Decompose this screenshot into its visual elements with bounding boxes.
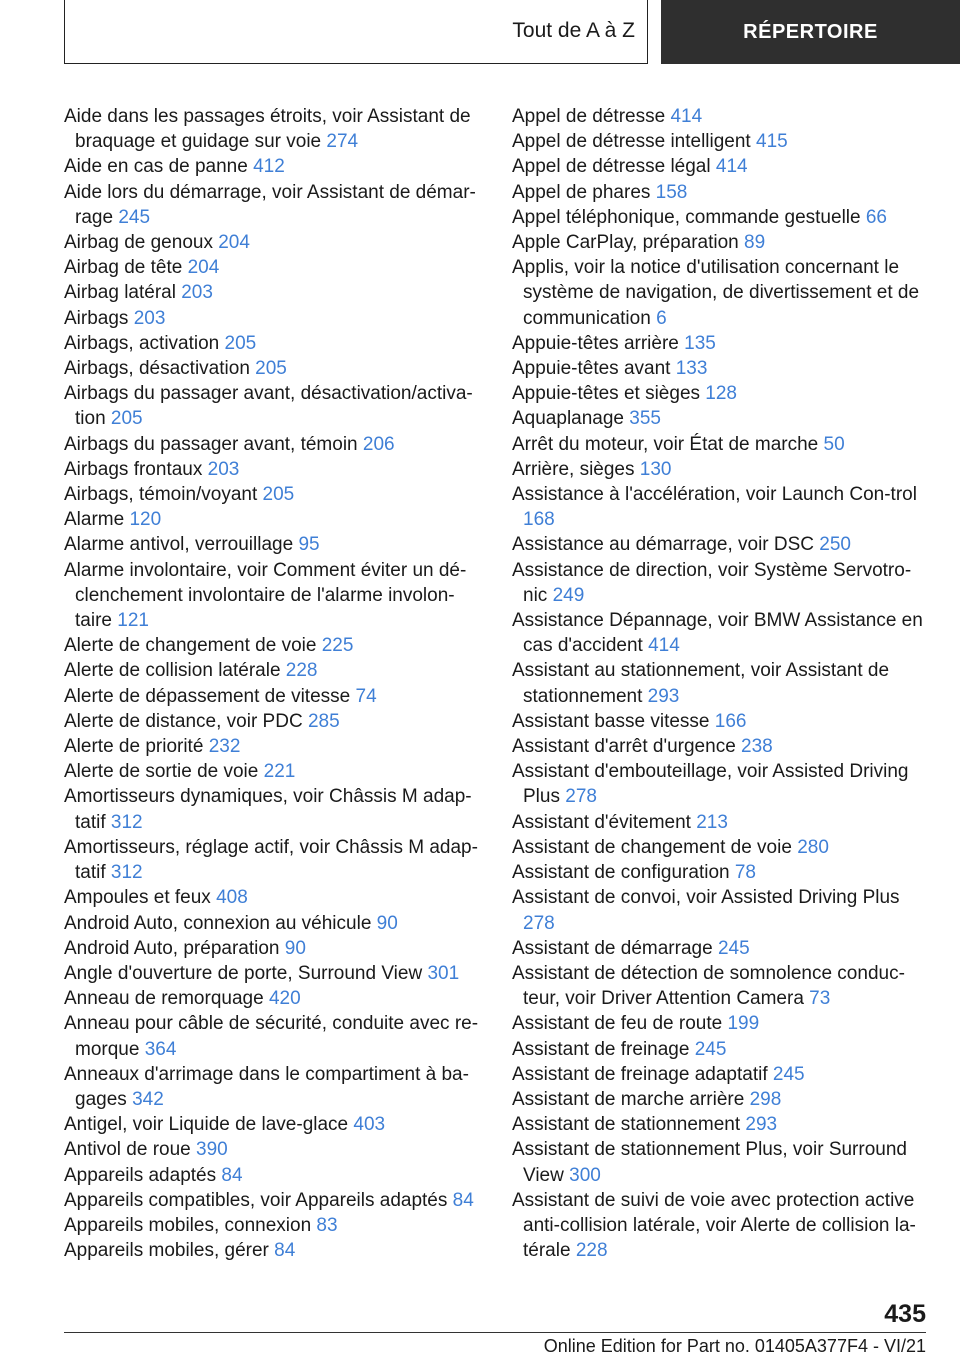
index-entry (512, 356, 930, 381)
index-entry-text: Android Auto, préparation (64, 937, 280, 959)
index-entry-text: Assistant au stationnement, voir Assistant de stationnement (512, 660, 890, 707)
index-entry (64, 154, 479, 179)
index-entry-page-link[interactable]: 412 (253, 156, 285, 178)
active-section-tab-label: RÉPERTOIRE (743, 20, 878, 43)
footer-edition (544, 1336, 926, 1357)
index-entry-page-link[interactable]: 293 (745, 1114, 778, 1136)
index-entry (512, 1188, 930, 1264)
index-entry-text: Assistant basse vitesse (512, 710, 710, 732)
index-entry (64, 482, 479, 507)
index-entry-text: Assistant de détection de somnolence conduc-teur, voir Driver Attention Camera (512, 962, 905, 1010)
index-entry (64, 558, 479, 634)
index-entry (512, 1062, 930, 1087)
index-entry-text: Airbags (64, 307, 129, 329)
index-entry (64, 1163, 479, 1188)
index-entry (512, 205, 930, 230)
index-entry-text: Assistant de suivi de voie avec protection active anti-collision latérale, voir Alerte de collision la-térale (512, 1189, 916, 1262)
index-entry (64, 684, 479, 709)
index-entry-page-link[interactable]: 278 (565, 786, 597, 808)
index-entry (64, 306, 479, 331)
index-entry-text: Antivol de roue (64, 1139, 191, 1161)
index-entry-text: Assistance Dépannage, voir BMW Assistance en cas d'accident (512, 610, 923, 657)
index-entry (64, 784, 479, 834)
index-entry-text: Appuie-têtes et sièges (512, 383, 701, 405)
index-entry-text: Assistant de configuration (512, 862, 730, 884)
index-entry-text: Angle d'ouverture de porte, Surround View (64, 962, 423, 984)
index-column-right (512, 104, 930, 1263)
index-entry-text: Anneaux d'arrimage dans le compartiment à ba-gages (64, 1063, 469, 1110)
index-entry-page-link[interactable]: 250 (819, 534, 851, 556)
active-section-tab[interactable] (661, 0, 960, 64)
index-entry-page-link[interactable]: 249 (552, 584, 585, 606)
index-entry (64, 432, 479, 457)
index-entry-page-link[interactable]: 73 (809, 988, 831, 1010)
index-entry (64, 986, 479, 1011)
index-entry-page-link[interactable]: 78 (734, 862, 756, 884)
index-entry-page-link[interactable]: 293 (647, 685, 680, 707)
index-entry-text: Amortisseurs dynamiques, voir Châssis M adap-tatif (64, 786, 472, 833)
index-entry-page-link[interactable]: 390 (196, 1139, 228, 1161)
index-entry-text: Arrêt du moteur, voir État de marche (512, 433, 819, 455)
index-entry-text: Alerte de sortie de voie (64, 761, 259, 783)
index-entry-page-link[interactable]: 204 (187, 257, 220, 279)
index-entry-page-link[interactable]: 74 (355, 685, 377, 707)
index-entry-page-link[interactable]: 415 (756, 131, 788, 153)
index-entry-text: Assistant de freinage (512, 1038, 690, 1060)
index-entry-text: Assistant d'évitement (512, 811, 691, 833)
index-entry (512, 961, 930, 1011)
index-entry (512, 432, 930, 457)
index-column-left (64, 104, 479, 1263)
index-entry-text: Assistant de démarrage (512, 937, 713, 959)
index-entry-text: Airbags du passager avant, désactivation/activa-tion (64, 383, 473, 430)
index-entry (512, 129, 930, 154)
index-entry-page-link[interactable]: 221 (263, 761, 296, 783)
index-entry-page-link[interactable]: 203 (207, 458, 240, 480)
index-entry (512, 1137, 930, 1187)
index-entry-text: Alerte de dépassement de vitesse (64, 685, 351, 707)
index-entry-text: Aide en cas de panne (64, 156, 248, 178)
index-entry-page-link[interactable]: 408 (216, 887, 248, 909)
index-entry-page-link[interactable]: 205 (224, 332, 257, 354)
index-entry-text: Assistant d'arrêt d'urgence (512, 736, 736, 758)
index-entry-text: Assistant d'embouteillage, voir Assisted Driving Plus (512, 761, 909, 808)
index-entry (64, 734, 479, 759)
index-entry (64, 1011, 479, 1061)
index-entry (512, 381, 930, 406)
index-entry-text: Anneau pour câble de sécurité, conduite avec re-morque (64, 1013, 479, 1060)
index-entry-text: Airbags frontaux (64, 458, 203, 480)
index-entry-page-link[interactable]: 90 (376, 912, 398, 934)
index-entry-text: Applis, voir la notice d'utilisation concernant le système de navigation, de divertissement et de communication (512, 257, 920, 329)
index-entry (64, 835, 479, 885)
index-entry (64, 1188, 479, 1213)
header-tab-frame (64, 0, 648, 64)
index-entry-text: Appel de détresse légal (512, 156, 711, 178)
index-entry-page-link[interactable]: 274 (326, 131, 359, 153)
index-entry-page-link[interactable]: 245 (694, 1038, 727, 1060)
index-entry-page-link[interactable]: 364 (144, 1038, 177, 1060)
index-entry (512, 482, 930, 532)
index-entry (64, 1112, 479, 1137)
index-entry-page-link[interactable]: 89 (744, 232, 766, 254)
index-entry-page-link[interactable]: 83 (316, 1214, 338, 1236)
index-entry-page-link[interactable]: 206 (362, 433, 395, 455)
index-entry-text: Airbags du passager avant, témoin (64, 433, 358, 455)
index-entry-page-link[interactable]: 403 (353, 1114, 386, 1136)
index-entry (64, 331, 479, 356)
index-entry (512, 154, 930, 179)
index-entry-page-link[interactable]: 228 (285, 660, 318, 682)
section-tab[interactable] (65, 0, 647, 62)
index-entry-page-link[interactable]: 298 (749, 1088, 782, 1110)
index-entry-page-link[interactable]: 66 (865, 206, 887, 228)
index-entry-page-link[interactable]: 121 (117, 610, 149, 632)
index-entry-page-link[interactable]: 203 (133, 307, 166, 329)
index-entry-page-link[interactable]: 245 (772, 1063, 805, 1085)
index-entry-text: Alarme antivol, verrouillage (64, 534, 294, 556)
index-entry-page-link[interactable]: 342 (132, 1088, 164, 1110)
index-entry-page-link[interactable]: 355 (629, 408, 661, 430)
index-entry-text: Assistance au démarrage, voir DSC (512, 534, 815, 556)
index-entry-text: Assistant de stationnement (512, 1114, 741, 1136)
index-entry-page-link[interactable]: 199 (727, 1013, 760, 1035)
index-entry-page-link[interactable]: 84 (452, 1189, 474, 1211)
index-entry (512, 885, 930, 935)
index-entry-page-link[interactable]: 280 (797, 836, 829, 858)
index-entry (64, 532, 479, 557)
index-entry (512, 1087, 930, 1112)
index-entry-page-link[interactable]: 205 (255, 358, 287, 380)
index-entry-page-link[interactable]: 128 (705, 383, 737, 405)
index-entry (512, 331, 930, 356)
index-entry-text: Appuie-têtes arrière (512, 332, 679, 354)
index-entry-text: Assistant de marche arrière (512, 1088, 745, 1110)
index-entry-page-link[interactable]: 203 (181, 282, 213, 304)
index-entry-page-link[interactable]: 228 (575, 1240, 608, 1262)
footer-divider (64, 1332, 926, 1333)
index-entry-page-link[interactable]: 414 (670, 106, 703, 127)
index-entry-page-link[interactable]: 232 (208, 736, 241, 758)
index-entry (512, 734, 930, 759)
index-entry-page-link[interactable]: 50 (823, 433, 845, 455)
index-entry (64, 457, 479, 482)
index-entry-page-link[interactable]: 130 (639, 458, 672, 480)
index-entry-text: Android Auto, connexion au véhicule (64, 912, 372, 934)
index-entry-text: Alerte de changement de voie (64, 635, 317, 657)
index-entry-page-link[interactable]: 225 (321, 635, 354, 657)
index-entry (64, 1062, 479, 1112)
index-entry (64, 633, 479, 658)
page-number: 435 (884, 1300, 926, 1328)
index-entry (64, 709, 479, 734)
index-entry-page-link[interactable]: 133 (675, 358, 708, 380)
index-entry-text: Appareils adaptés (64, 1164, 217, 1186)
index-entry-page-link[interactable]: 312 (110, 862, 143, 884)
index-entry-page-link[interactable]: 95 (298, 534, 320, 556)
index-entry-page-link[interactable]: 245 (118, 206, 151, 228)
index-entry (64, 255, 479, 280)
index-entry (512, 936, 930, 961)
index-entry-page-link[interactable]: 135 (684, 332, 716, 354)
index-entry (64, 1137, 479, 1162)
index-entry-text: Airbag de genoux (64, 232, 213, 254)
index-entry (512, 104, 930, 129)
index-entry (64, 936, 479, 961)
index-entry-page-link[interactable]: 414 (715, 156, 748, 178)
index-entry (512, 406, 930, 431)
index-entry-page-link[interactable]: 238 (741, 736, 773, 758)
index-entry-text: Alerte de collision latérale (64, 660, 281, 682)
index-entry-text: Anneau de remorquage (64, 988, 264, 1010)
index-entry-text: Assistant de changement de voie (512, 836, 792, 858)
index-entry-page-link[interactable]: 301 (427, 962, 460, 984)
index-entry-page-link[interactable]: 285 (307, 710, 340, 732)
index-entry (64, 759, 479, 784)
index-entry-text: Assistance de direction, voir Système Servotro-nic (512, 559, 912, 606)
index-entry-text: Ampoules et feux (64, 887, 211, 909)
index-entry (512, 658, 930, 708)
index-entry-text: Airbag latéral (64, 282, 176, 304)
index-entry (512, 1112, 930, 1137)
index-entry (64, 1238, 479, 1263)
index-entry-text: Assistance à l'accélération, voir Launch Con-trol (512, 484, 917, 506)
index-entry (64, 1213, 479, 1238)
footer-edition-text: Online Edition for Part no. 01405A377F4 - VI/21 (543, 1336, 926, 1356)
index-entry (512, 255, 930, 331)
index-entry-page-link[interactable]: 158 (655, 181, 688, 203)
index-entry-text: Airbags, désactivation (64, 358, 250, 380)
index-entry-text: Alarme (64, 509, 125, 531)
index-entry-page-link[interactable]: 6 (656, 307, 667, 329)
index-entry-text: Arrière, sièges (512, 458, 635, 480)
index-entry (512, 860, 930, 885)
index-entry-page-link[interactable]: 166 (714, 710, 747, 732)
index-entry-text: Assistant de feu de route (512, 1013, 723, 1035)
index-entry-page-link[interactable]: 278 (523, 912, 555, 934)
index-entry (512, 1011, 930, 1036)
index-entry-text: Appel de détresse intelligent (512, 131, 751, 153)
index-entry-text: Amortisseurs, réglage actif, voir Châssis M adap-tatif (64, 836, 478, 884)
index-entry (512, 709, 930, 734)
index-entry-page-link[interactable]: 245 (717, 937, 750, 959)
index-entry-text: Alerte de distance, voir PDC (64, 710, 303, 732)
index-entry (64, 961, 479, 986)
index-entry-page-link[interactable]: 205 (110, 408, 143, 430)
index-entry-page-link[interactable]: 168 (523, 509, 555, 531)
index-entry (512, 558, 930, 608)
index-entry (64, 507, 479, 532)
index-entry (64, 381, 479, 431)
index-entry (512, 180, 930, 205)
index-entry-text: Assistant de stationnement Plus, voir Surround View (512, 1139, 907, 1186)
index-entry-page-link[interactable]: 84 (274, 1240, 296, 1262)
index-entry-page-link[interactable]: 312 (110, 811, 143, 833)
index-entry (64, 885, 479, 910)
index-entry-text: Aide dans les passages étroits, voir Assistant de braquage et guidage sur voie (64, 106, 471, 153)
index-entry-text: Assistant de convoi, voir Assisted Driving Plus (512, 887, 900, 909)
index-entry (64, 911, 479, 936)
section-tab-label: Tout de A à Z (512, 19, 635, 42)
index-entry-text: Airbag de tête (64, 257, 183, 279)
index-entry-text: Alarme involontaire, voir Comment éviter un dé-clenchement involontaire de l'alarme involon-taire (64, 559, 467, 632)
index-entry (512, 835, 930, 860)
index-entry (64, 230, 479, 255)
index-entry-page-link[interactable]: 213 (696, 811, 728, 833)
index-entry-text: Appel de détresse (512, 106, 666, 127)
index-entry-text: Aquaplanage (512, 408, 624, 430)
index-entry-text: Appareils mobiles, gérer (64, 1240, 269, 1262)
index-entry-text: Apple CarPlay, préparation (512, 232, 739, 254)
index-entry (512, 608, 930, 658)
index-entry-text: Airbags, témoin/voyant (64, 484, 258, 506)
index-entry (512, 810, 930, 835)
index-entry (512, 457, 930, 482)
index-entry-text: Assistant de freinage adaptatif (512, 1063, 768, 1085)
index-entry-text: Alerte de priorité (64, 736, 204, 758)
index-entry (64, 658, 479, 683)
index-entry-page-link[interactable]: 205 (262, 484, 295, 506)
index-entry-page-link[interactable]: 120 (129, 509, 162, 531)
index-entry-page-link[interactable]: 204 (218, 232, 250, 254)
index-entry-text: Appel téléphonique, commande gestuelle (512, 206, 861, 228)
index-entry-text: Appel de phares (512, 181, 651, 203)
index-entry-text: Appareils mobiles, connexion (64, 1214, 312, 1236)
index-entry-page-link[interactable]: 414 (648, 635, 680, 657)
index-entry-text: Airbags, activation (64, 332, 220, 354)
index-entry (512, 1037, 930, 1062)
index-entry-page-link[interactable]: 300 (569, 1164, 601, 1186)
index-entry-text: Antigel, voir Liquide de lave-glace (64, 1114, 349, 1136)
index-entry (64, 280, 479, 305)
index-entry-page-link[interactable]: 420 (268, 988, 301, 1010)
index-entry (512, 230, 930, 255)
index-entry-text: Appuie-têtes avant (512, 358, 671, 380)
index-entry-text: Aide lors du démarrage, voir Assistant de démar-rage (64, 181, 476, 228)
index-entry (64, 104, 479, 154)
index-entry (512, 532, 930, 557)
index-entry (64, 356, 479, 381)
index-entry-page-link[interactable]: 84 (221, 1164, 243, 1186)
index-entry-text: Appareils compatibles, voir Appareils adaptés (64, 1189, 448, 1211)
index-entry-page-link[interactable]: 90 (284, 937, 306, 959)
index-entry (64, 180, 479, 230)
index-entry (512, 759, 930, 809)
